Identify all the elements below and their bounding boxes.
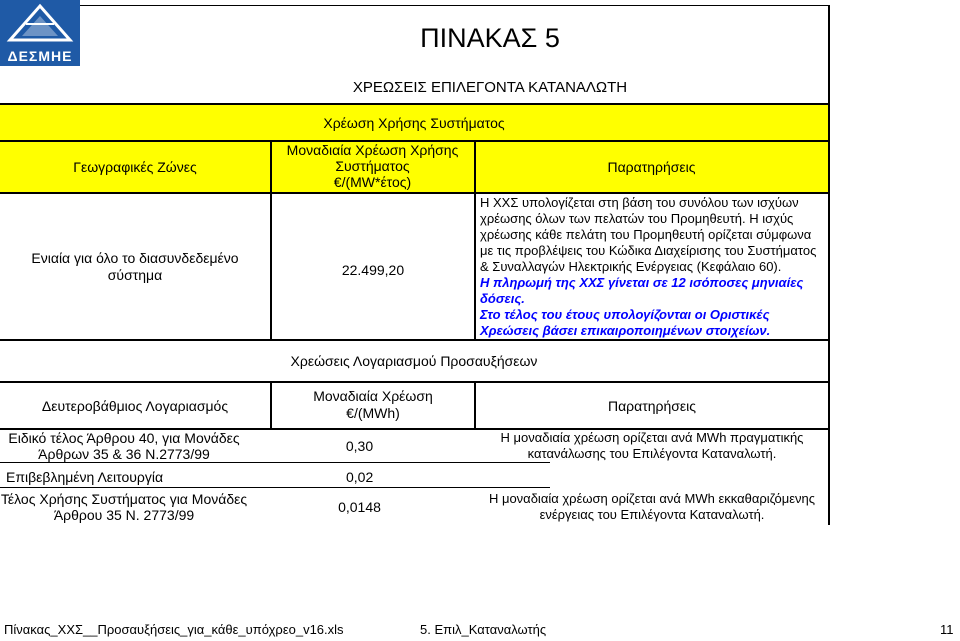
final-charges-note: Στο τέλος του έτους υπολογίζονται οι Οριστικές Χρεώσεις βάσει επικαιροποιημένων στοιχείων. — [480, 307, 771, 338]
footer-filename: Πίνακας_ΧΧΣ__Προσαυξήσεις_για_κάθε_υπόχρεο_v16.xls — [4, 622, 344, 637]
unit-charge-header: Μοναδιαία Χρέωση Χρήσης Συστήματος €/(MW*έτος) — [270, 142, 475, 192]
unit-charge-mwh-header: Μοναδιαία Χρέωση €/(MWh) — [313, 388, 433, 421]
table-row-note: Η μοναδιαία χρέωση ορίζεται ανά MWh πραγματικής κατανάλωσης του Επιλέγοντα Καταναλωτή. — [500, 430, 804, 461]
secondary-account-header: Δευτεροβάθμιος Λογαριασμός — [41, 397, 229, 414]
table-row-label: Επιβεβλημένη Λειτουργία — [6, 469, 164, 485]
footer-page-number: 11 — [940, 622, 954, 637]
table-row-note: Η μοναδιαία χρέωση ορίζεται ανά MWh εκκαθαριζόμενης ενέργειας του Επιλέγοντα Καταναλωτή. — [488, 491, 816, 522]
remarks-header-2: Παρατηρήσεις — [607, 397, 697, 414]
remarks-cell — [480, 195, 826, 339]
logo-emblem-icon — [0, 2, 80, 48]
remarks-header: Παρατηρήσεις — [475, 142, 828, 192]
table-row-value: 0,30 — [345, 438, 374, 454]
table-row-value: 0,0148 — [338, 499, 381, 515]
geographic-zones-header: Γεωγραφικές Ζώνες — [0, 142, 270, 192]
logo-text: ΔΕΣΜΗΕ — [7, 48, 73, 64]
footer-sheet-name: 5. Επιλ_Καταναλωτής — [420, 622, 547, 637]
page-title: ΠΙΝΑΚΑΣ 5 — [420, 22, 560, 53]
remarks-text: Η ΧΧΣ υπολογίζεται στη βάση του συνόλου των ισχύων χρέωσης όλων των πελατών του Προμηθευτή. Η ισχύς χρέωσης κάθε πελάτη του Προμηθευτή ορίζεται σύμφωνα με τις προβλέψεις του Κώδικα Διαχείρισης του Συστήματος & Συναλλαγών Ηλεκτρικής Ενέργειας (Κεφάλαιο 60). — [480, 195, 817, 274]
payment-note: Η πληρωμή της ΧΧΣ γίνεται σε 12 ισόποσες μηνιαίες δόσεις. — [480, 275, 804, 306]
system-use-charge-header: Χρέωση Χρήσης Συστήματος — [0, 105, 828, 140]
company-logo — [0, 0, 80, 66]
table-row-value: 0,02 — [346, 469, 374, 485]
page-subtitle: ΧΡΕΩΣΕΙΣ ΕΠΙΛΕΓΟΝΤΑ ΚΑΤΑΝΑΛΩΤΗ — [352, 78, 628, 96]
table-row-label: Ειδικό τέλος Άρθρου 40, για Μονάδες Άρθρων 35 & 36 Ν.2773/99 — [8, 430, 240, 462]
system-use-charge-value: 22.499,20 — [341, 261, 405, 278]
table-row-label: Τέλος Χρήσης Συστήματος για Μονάδες Άρθρου 35 Ν. 2773/99 — [0, 491, 248, 523]
surcharge-account-header: Χρεώσεις Λογαριασμού Προσαυξήσεων — [290, 353, 538, 369]
zone-cell: Ενιαία για όλο το διασυνδεδεμένο σύστημα — [31, 249, 239, 283]
